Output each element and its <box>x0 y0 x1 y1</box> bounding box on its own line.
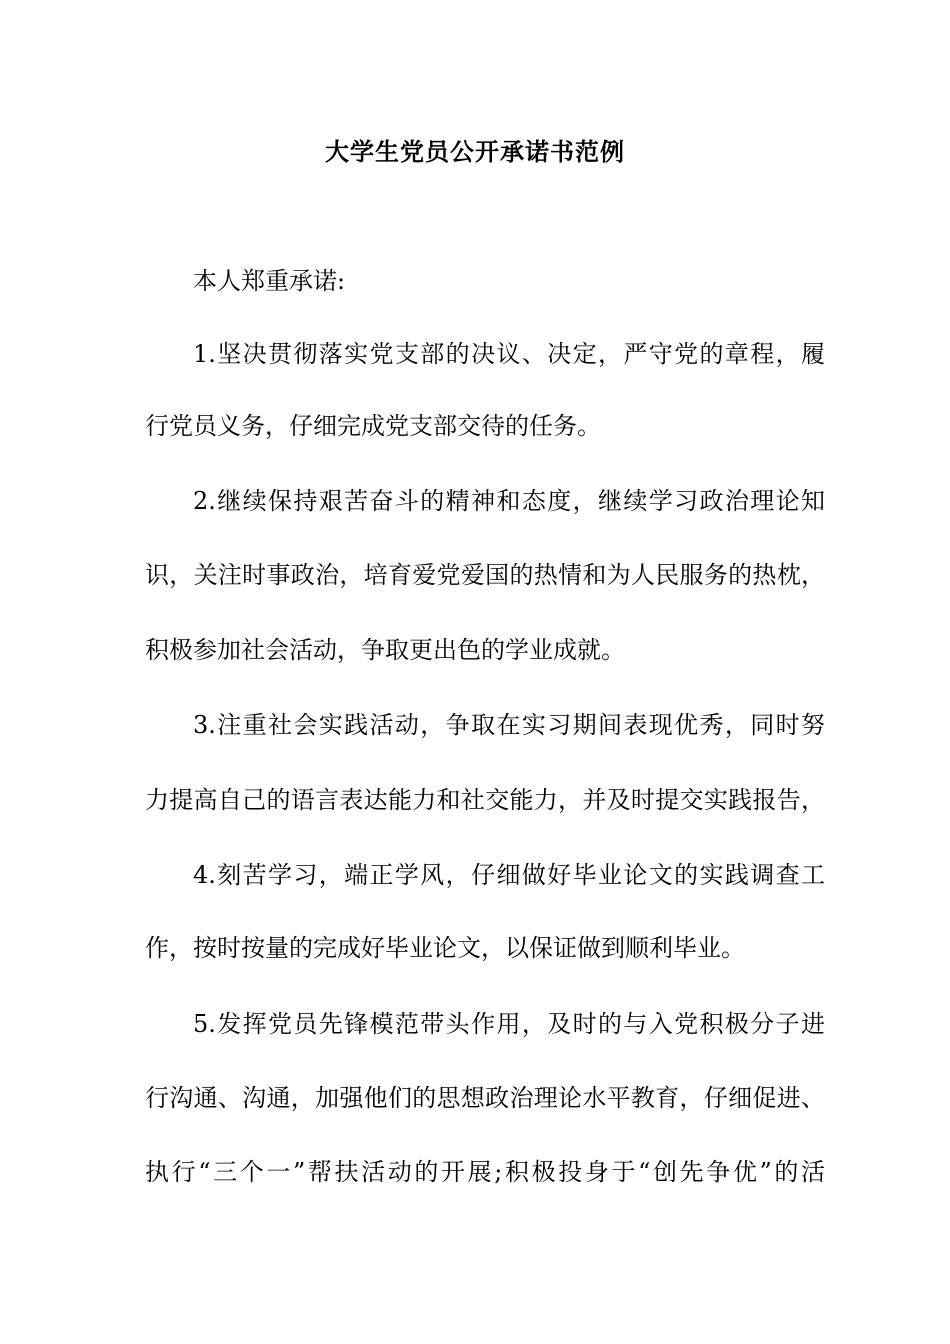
paragraph-line: 1.坚决贯彻落实党支部的决议、决定，严守党的章程，履 <box>193 340 825 368</box>
page-title: 大学生党员公开承诺书范例 <box>325 138 625 166</box>
paragraph-intro: 本人郑重承诺: <box>193 267 346 295</box>
paragraph-line: 执行“三个一”帮扶活动的开展;积极投身于“创先争优”的活 <box>145 1158 825 1186</box>
paragraph-line: 行沟通、沟通，加强他们的思想政治理论水平教育，仔细促进、 <box>145 1084 825 1112</box>
paragraph-line: 积极参加社会活动，争取更出色的学业成就。 <box>145 636 625 664</box>
paragraph-line: 识，关注时事政治，培育爱党爱国的热情和为人民服务的热枕， <box>145 561 825 589</box>
paragraph-line: 4.刻苦学习，端正学风，仔细做好毕业论文的实践调查工 <box>193 861 825 889</box>
paragraph-line: 行党员义务，仔细完成党支部交待的任务。 <box>145 412 601 440</box>
paragraph-line: 3.注重社会实践活动，争取在实习期间表现优秀，同时努 <box>193 711 825 739</box>
paragraph-line: 2.继续保持艰苦奋斗的精神和态度，继续学习政治理论知 <box>193 487 825 515</box>
paragraph-line: 作，按时按量的完成好毕业论文，以保证做到顺利毕业。 <box>145 934 745 962</box>
paragraph-line: 力提高自己的语言表达能力和社交能力，并及时提交实践报告， <box>145 786 825 814</box>
paragraph-line: 5.发挥党员先锋模范带头作用，及时的与入党积极分子进 <box>193 1010 825 1038</box>
